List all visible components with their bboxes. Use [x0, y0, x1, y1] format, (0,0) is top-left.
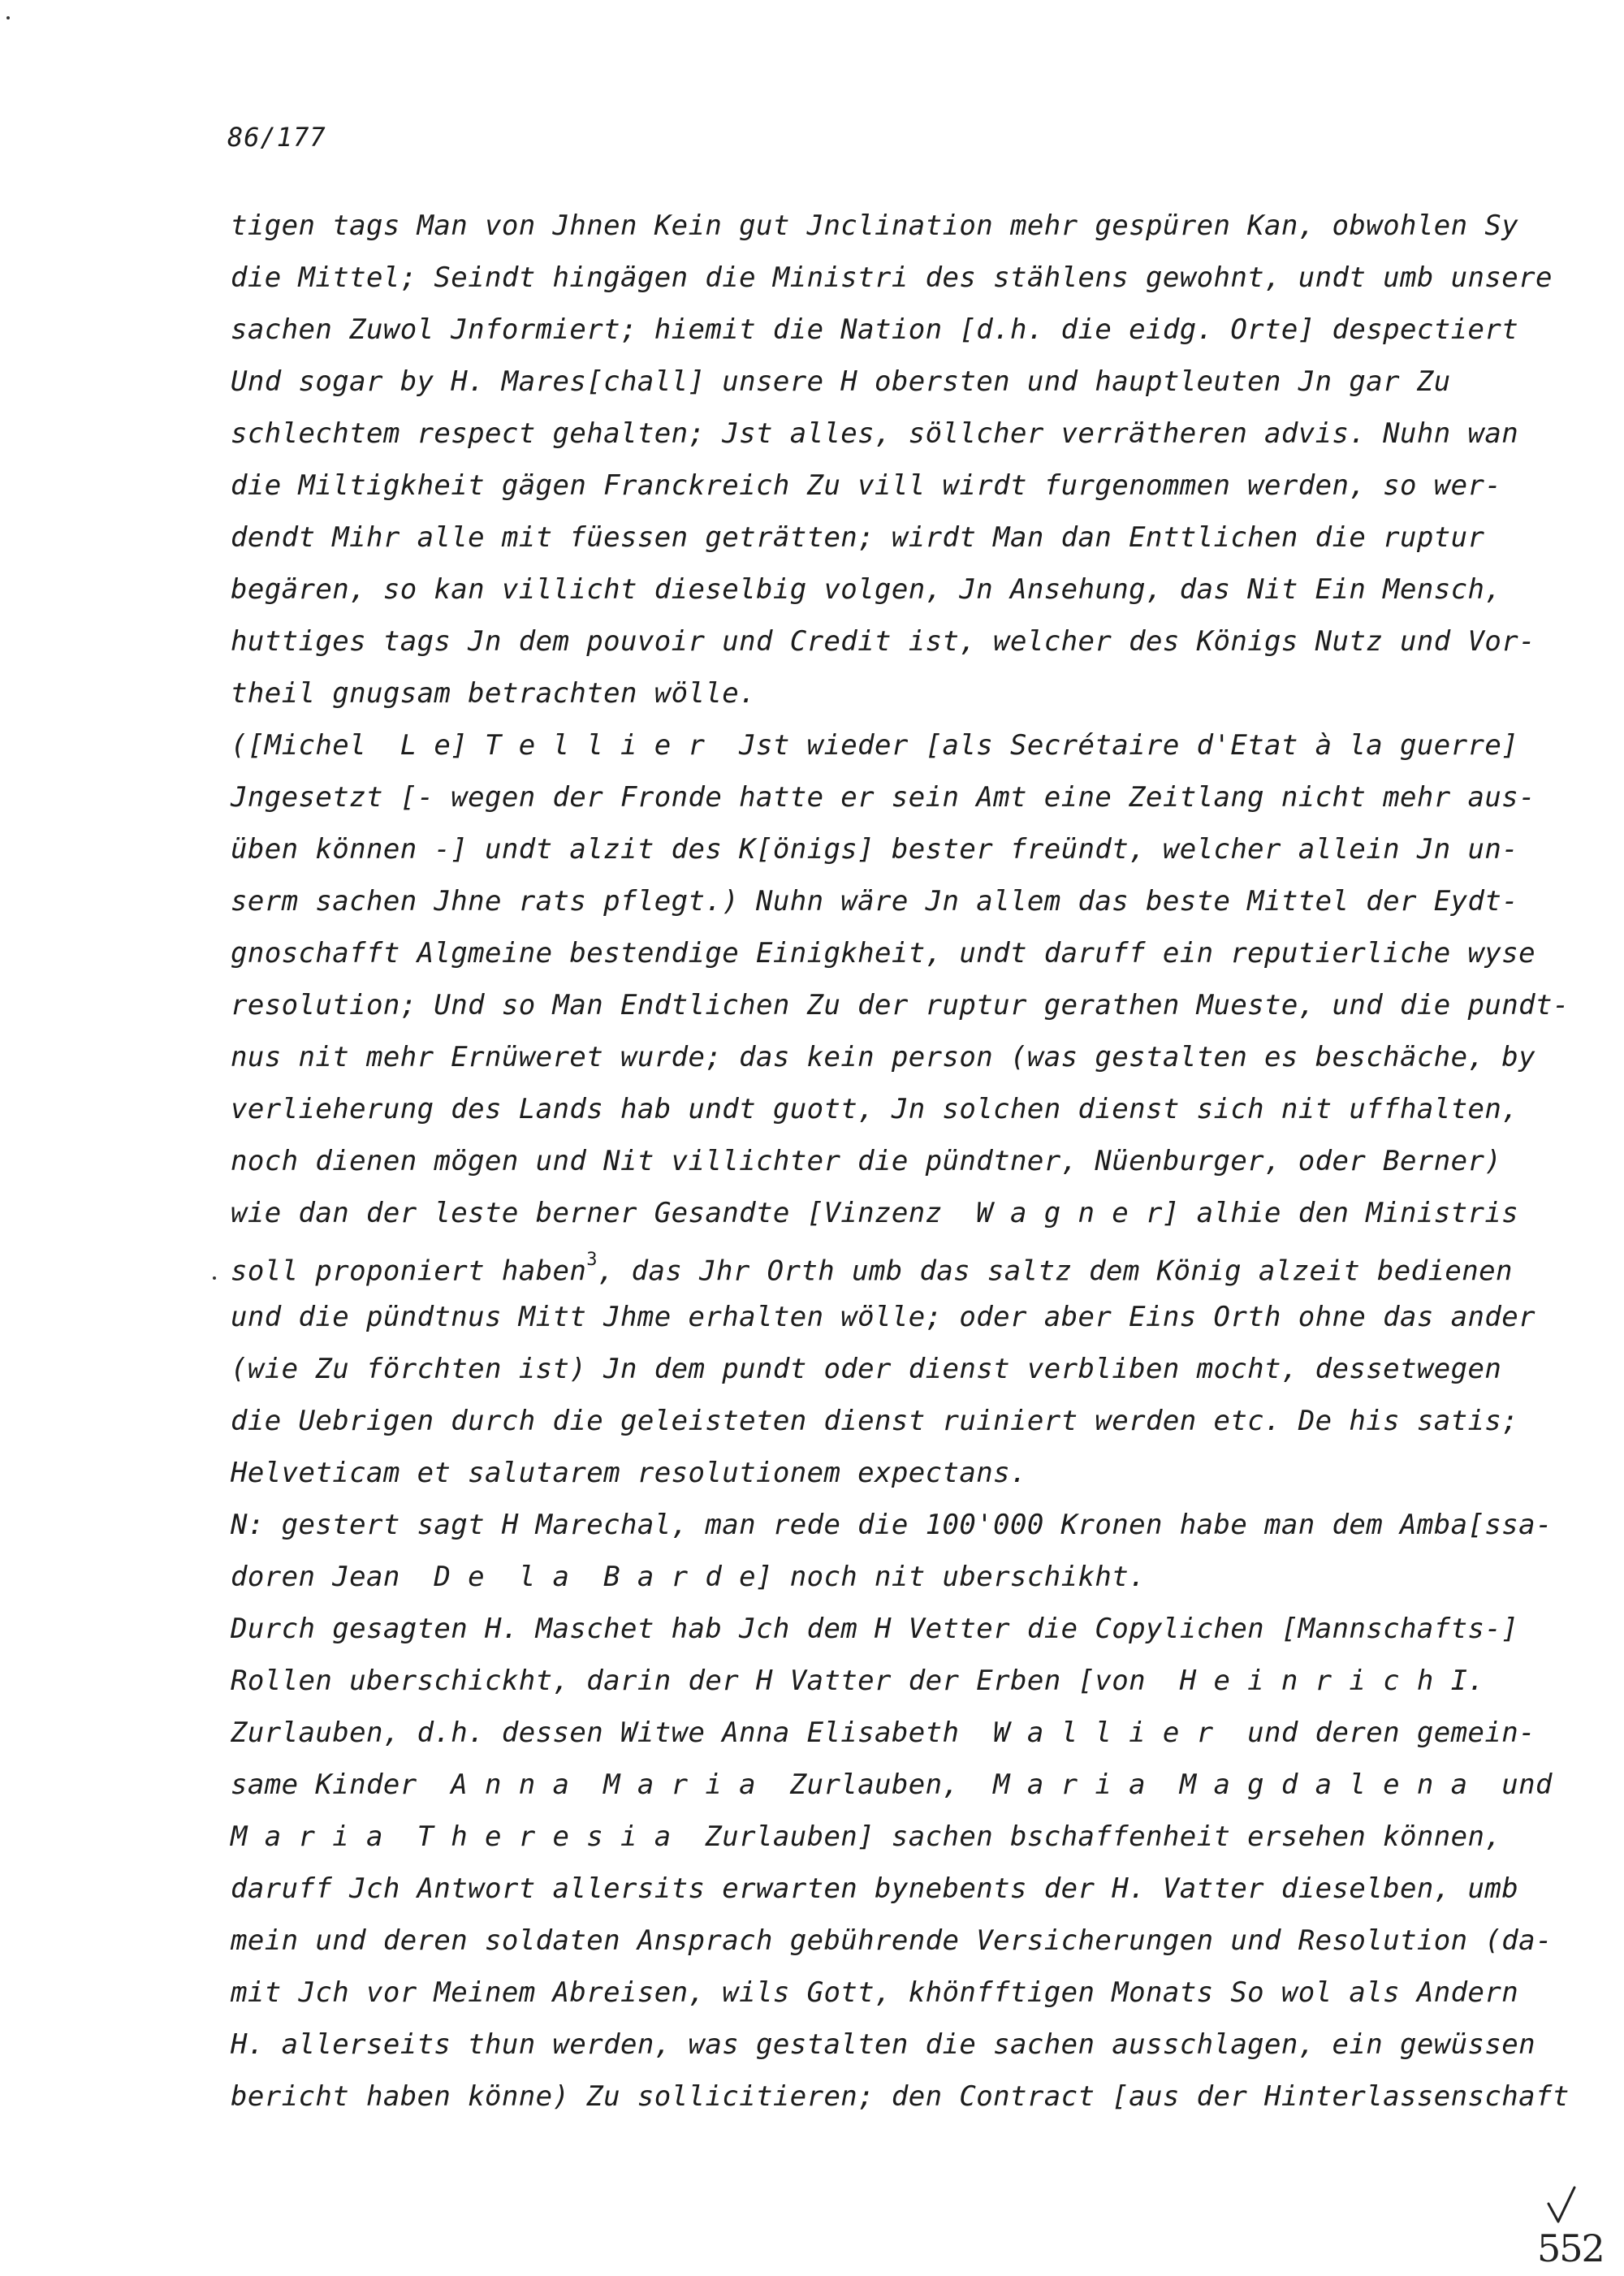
text-line: resolution; Und so Man Endtlichen Zu der ruptur gerathen Mueste, und die pundt- — [231, 989, 1570, 1021]
text-line: Helveticam et salutarem resolutionem expectans. — [231, 1457, 1027, 1489]
text-line: noch dienen mögen und Nit villichter die pündtner, Nüenburger, oder Berner) — [231, 1145, 1502, 1177]
text-line: dendt Mihr alle mit füessen geträtten; wirdt Man dan Enttlichen die ruptur — [231, 521, 1485, 554]
text-line: mein und deren soldaten Ansprach gebührende Versicherungen und Resolution (da- — [231, 1924, 1553, 1957]
text-line: tigen tags Man von Jhnen Kein gut Jnclination mehr gespüren Kan, obwohlen Sy — [231, 209, 1519, 242]
text-line: Durch gesagten H. Maschet hab Jch dem H Vetter die Copylichen [Mannschafts-] — [231, 1613, 1519, 1645]
text-line: nus nit mehr Ernüweret wurde; das kein person (was gestalten es beschäche, by — [231, 1041, 1535, 1073]
text-line: Rollen uberschickht, darin der H Vatter der Erben [von H e i n r i c h I. — [231, 1665, 1485, 1697]
margin-speck — [213, 1276, 216, 1280]
text-line: H. allerseits thun werden, was gestalten die sachen ausschlagen, ein gewüssen — [231, 2028, 1535, 2061]
text-line: (wie Zu förchten ist) Jn dem pundt oder dienst verbliben mocht, dessetwegen — [231, 1353, 1502, 1385]
text-line: mit Jch vor Meinem Abreisen, wils Gott, khönfftigen Monats So wol als Andern — [231, 1976, 1519, 2009]
text-line: Und sogar by H. Mares[chall] unsere H obersten und hauptleuten Jn gar Zu — [231, 365, 1451, 398]
text-line: gnoschafft Algmeine bestendige Einigkheit, undt daruff ein reputierliche wyse — [231, 937, 1535, 970]
text-line: wie dan der leste berner Gesandte [Vinzenz W a g n e r] alhie den Ministris — [231, 1197, 1519, 1229]
text-line: ([Michel L e] T e l l i e r Jst wieder [als Secrétaire d'Etat à la guerre] — [231, 729, 1519, 762]
text-line: same Kinder A n n a M a r i a Zurlauben, M a r i a M a g d a l e n a und — [231, 1769, 1553, 1801]
text-line: sachen Zuwol Jnformiert; hiemit die Nation [d.h. die eidg. Orte] despectiert — [231, 313, 1519, 346]
checkmark-icon — [1545, 2186, 1578, 2225]
text-line: M a r i a T h e r e s i a Zurlauben] sachen bschaffenheit ersehen können, — [231, 1820, 1502, 1853]
text-line-with-footnote: soll proponiert haben$^3$, das Jhr Orth umb das saltz dem König alzeit bedienen — [231, 1250, 1513, 1288]
text-line: N: gestert sagt H Marechal, man rede die 100'000 Kronen habe man dem Amba[ssa- — [231, 1509, 1553, 1541]
page-number: 86/177 — [227, 122, 326, 153]
text-line: huttiges tags Jn dem pouvoir und Credit ist, welcher des Königs Nutz und Vor- — [231, 625, 1535, 658]
text-line: begären, so kan villicht dieselbig volgen, Jn Ansehung, das Nit Ein Mensch, — [231, 573, 1502, 606]
text-line: schlechtem respect gehalten; Jst alles, söllcher verrätheren advis. Nuhn wan — [231, 417, 1519, 450]
text-line: bericht haben könne) Zu sollicitieren; den Contract [aus der Hinterlassenschaft — [231, 2080, 1570, 2113]
text-line: verlieherung des Lands hab undt guott, Jn solchen dienst sich nit uffhalten, — [231, 1093, 1519, 1125]
scan-speck — [6, 16, 10, 19]
text-line: üben können -] undt alzit des K[önigs] bester freündt, welcher allein Jn un- — [231, 833, 1519, 866]
text-line: Zurlauben, d.h. dessen Witwe Anna Elisabeth W a l l i e r und deren gemein- — [231, 1717, 1535, 1749]
text-line: doren Jean D e l a B a r d e] noch nit uberschikht. — [231, 1561, 1146, 1593]
text-line: serm sachen Jhne rats pflegt.) Nuhn wäre Jn allem das beste Mittel der Eydt- — [231, 885, 1519, 918]
handwritten-folio-number: 552 — [1537, 2226, 1604, 2270]
footnote-marker: 3 — [586, 1250, 598, 1270]
text-line: und die pündtnus Mitt Jhme erhalten wölle; oder aber Eins Orth ohne das ander — [231, 1301, 1535, 1333]
text-line: die Miltigkheit gägen Franckreich Zu vill wirdt furgenommen werden, so wer- — [231, 469, 1502, 502]
text-line: die Uebrigen durch die geleisteten dienst ruiniert werden etc. De his satis; — [231, 1405, 1519, 1437]
text-line: die Mittel; Seindt hingägen die Ministri des stählens gewohnt, undt umb unsere — [231, 261, 1553, 294]
text-line: theil gnugsam betrachten wölle. — [231, 677, 756, 710]
text-line: Jngesetzt [- wegen der Fronde hatte er sein Amt eine Zeitlang nicht mehr aus- — [231, 781, 1535, 814]
text-line: daruff Jch Antwort allersits erwarten bynebents der H. Vatter dieselben, umb — [231, 1872, 1519, 1905]
